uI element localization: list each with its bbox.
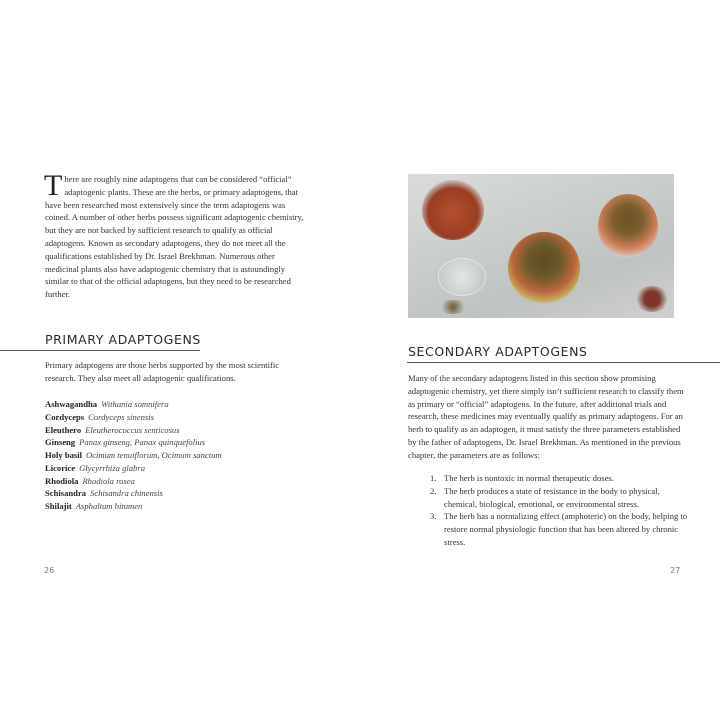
drop-cap: T <box>44 169 63 202</box>
list-item <box>430 472 690 485</box>
herb-latin-name: Eleutherococcus senticosus <box>85 424 180 435</box>
page-number-right: 27 <box>670 566 681 575</box>
secondary-adaptogens-heading: SECONDARY ADAPTOGENS <box>408 344 588 359</box>
item-text: The herb is nontoxic in normal therapeutic doses. <box>444 473 614 483</box>
teapot-right <box>598 194 658 258</box>
secondary-intro-paragraph: Many of the secondary adaptogens listed in this section show promising adaptogenic chemistry, yet there simply isn’t sufficient research to classify them as primary or “official” adaptogens. In the future, after additional trials and research, these medicines may eventually qualify as primary adaptogens. For an herb to qualify as an adaptogen, it must satisfy the three parameters established by the father of adaptogens, Dr. Israel Brekhman. As mentioned in the previous chapter, the parameters are as follows: <box>408 373 684 460</box>
secondary-heading-rule <box>407 362 720 363</box>
herb-latin-name: Schisandra chinensis <box>90 488 163 499</box>
herb-latin-name: Ocimum tenuiflorum, Ocimum sanctum <box>86 450 222 460</box>
herb-common-name: Cordyceps <box>45 411 85 422</box>
list-item <box>45 398 307 411</box>
dried-petals <box>634 286 670 312</box>
herb-common-name: Holy basil <box>45 450 83 460</box>
item-number: 2. <box>430 485 437 496</box>
item-text: The herb produces a state of resistance in the body to physical, chemical, biological, emotional, or environmental stress. <box>444 485 660 509</box>
loose-herbs <box>438 300 468 314</box>
primary-heading-rule <box>0 350 200 351</box>
herb-latin-name: Cordyceps sinensis <box>88 411 154 422</box>
intro-paragraph <box>44 169 307 301</box>
herb-latin-name: Panax ginseng, Panax quinquefolius <box>79 437 206 448</box>
list-item <box>430 485 690 511</box>
herb-common-name: Ashwagandha <box>45 399 98 409</box>
list-item <box>45 436 307 449</box>
list-item <box>45 475 307 488</box>
teapot-center <box>508 232 580 304</box>
primary-adaptogens-heading: PRIMARY ADAPTOGENS <box>45 332 201 347</box>
list-item <box>45 487 307 500</box>
adaptogen-parameters-list <box>430 472 690 549</box>
teapots-photo <box>408 174 674 318</box>
herb-common-name: Schisandra <box>45 488 87 499</box>
list-item <box>45 449 307 462</box>
list-item <box>45 462 307 475</box>
item-number: 3. <box>430 511 437 522</box>
intro-text: here are roughly nine adaptogens that can be considered “official” adaptogenic plants. These are the herbs, or primary adaptogens, that have been researched most extensively since the term adaptogens was coined. A number of other herbs possess significant adaptogenic chemistry, but they are not backed by sufficient research to qualify as official adaptogens. Known as secondary adaptogens, they do not meet all the qualifications established by Dr. Israel Brekhman. Numerous other medicinal plants also have adaptogenic chemistry that is astoundingly similar to that of the official adaptogens, but they need to be researched further. <box>45 174 304 300</box>
right-page <box>360 0 720 720</box>
item-text: The herb has a normalizing effect (amphoteric) on the body, helping to restore normal physiologic function that has been altered by chronic stress. <box>444 511 688 547</box>
herb-latin-name: Glycyrrhiza glabra <box>79 462 146 473</box>
herb-common-name: Shilajit <box>45 501 72 511</box>
herb-latin-name: Withania somnifera <box>101 399 169 409</box>
herb-common-name: Eleuthero <box>45 424 82 435</box>
teapot-left-lid <box>438 258 486 296</box>
herb-common-name: Rhodiola <box>45 475 79 486</box>
page-number-left: 26 <box>44 566 55 575</box>
teapot-left <box>422 180 484 240</box>
primary-herb-list <box>45 398 307 513</box>
list-item <box>45 424 307 437</box>
herb-latin-name: Asphaltum bitumen <box>75 501 143 511</box>
item-number: 1. <box>430 473 437 483</box>
list-item <box>430 510 690 548</box>
herb-latin-name: Rhodiola rosea <box>82 475 135 486</box>
list-item <box>45 411 307 424</box>
herb-common-name: Licorice <box>45 462 76 473</box>
primary-intro-paragraph: Primary adaptogens are those herbs supported by the most scientific research. They also meet all adaptogenic qualifications. <box>45 360 280 383</box>
herb-common-name: Ginseng <box>45 437 76 448</box>
list-item <box>45 500 307 513</box>
